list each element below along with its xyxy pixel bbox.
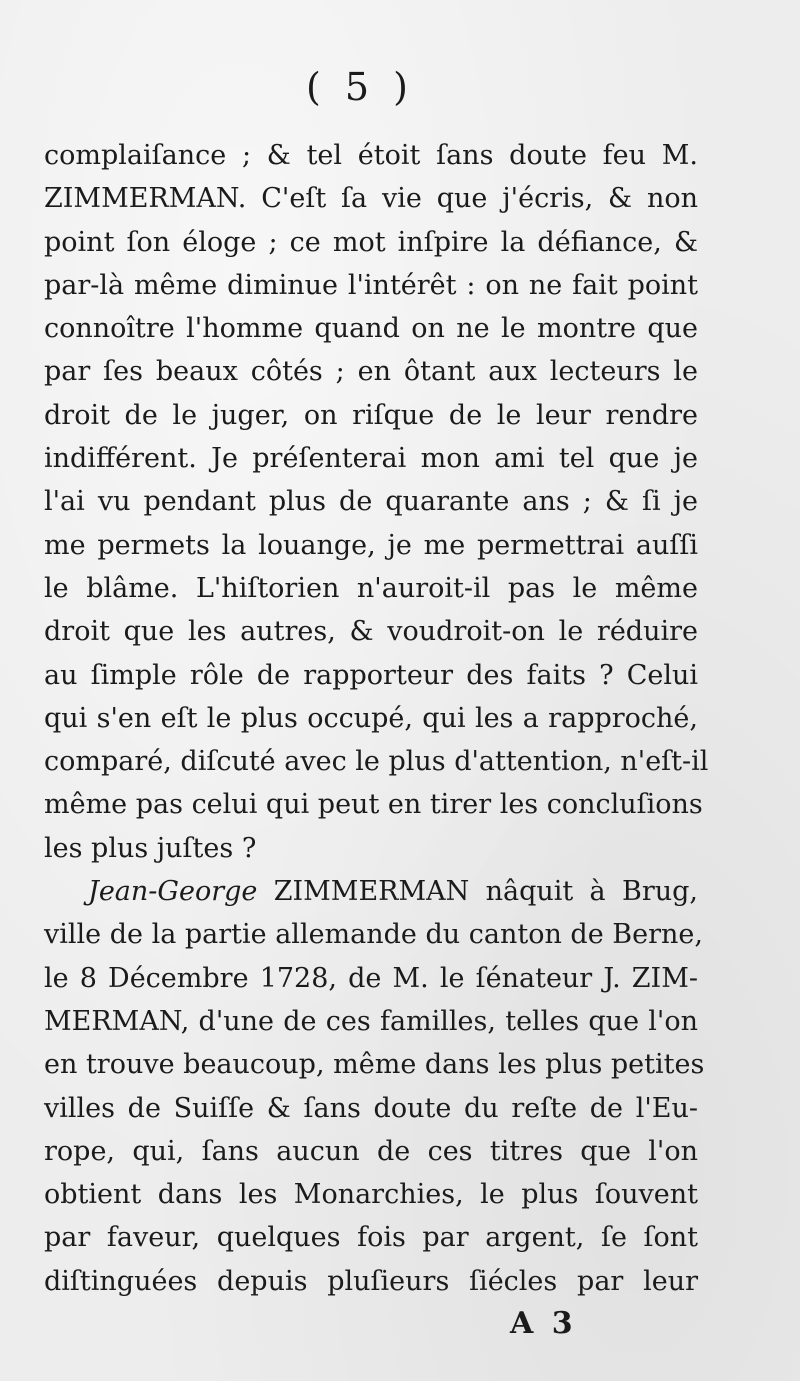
text-line: obtient dans les Monarchies, le plus ſouvent <box>44 1179 698 1211</box>
text-line: MERMAN, d'une de ces familles, telles que l'on <box>44 1005 698 1037</box>
text-line: rope, qui, ſans aucun de ces titres que l'on <box>44 1135 698 1167</box>
page-number: ( 5 ) <box>306 65 414 109</box>
text-line: diſtinguées depuis pluſieurs ſiécles par leur <box>44 1265 698 1297</box>
text-line: comparé, diſcuté avec le plus d'attention, n'eſt-il <box>44 746 709 778</box>
text-line: me permets la louange, je me permettrai auſſi <box>44 529 698 561</box>
text-line: par faveur, quelques fois par argent, ſe ſont <box>44 1222 698 1254</box>
text-line: même pas celui qui peut en tirer les concluſions <box>44 789 703 821</box>
text-line: droit de le juger, on riſque de le leur rendre <box>44 399 698 431</box>
text-line: au ſimple rôle de rapporteur des faits ? Celui <box>44 659 698 691</box>
text-line: le 8 Décembre 1728, de M. le ſénateur J. ZIM- <box>44 962 698 994</box>
text-line: complaiſance ; & tel étoit ſans doute feu M. <box>44 140 698 171</box>
text-line: villes de Suiſſe & ſans doute du reſte de l'Eu- <box>44 1092 698 1124</box>
text-line: en trouve beaucoup, même dans les plus petites <box>44 1049 705 1081</box>
text-line: les plus juſtes ? <box>44 832 257 864</box>
signature-mark: A 3 <box>510 1306 577 1341</box>
body-text <box>44 134 709 1303</box>
paragraph-first-line: Jean-George ZIMMERMAN nâquit à Brug, <box>88 876 698 908</box>
text-line: qui s'en eſt le plus occupé, qui les a rapproché, <box>44 702 698 734</box>
text-line: le blâme. L'hiſtorien n'auroit-il pas le même <box>44 572 698 604</box>
text-line: par-là même diminue l'intérêt : on ne fait point <box>44 269 698 301</box>
text-line: indifférent. Je préſenterai mon ami tel que je <box>44 443 698 475</box>
text-line: ville de la partie allemande du canton de Berne, <box>44 919 703 951</box>
text-line: connoître l'homme quand on ne le montre que <box>44 313 698 345</box>
text-line: l'ai vu pendant plus de quarante ans ; & ſi je <box>44 486 698 518</box>
text-line: point ſon éloge ; ce mot inſpire la défiance, & <box>44 226 698 258</box>
text-line: droit que les autres, & voudroit-on le réduire <box>44 616 698 648</box>
text-line: ZIMMERMAN. C'eſt ſa vie que j'écris, & non <box>44 183 698 215</box>
text-line: par ſes beaux côtés ; en ôtant aux lecteurs le <box>44 356 698 388</box>
